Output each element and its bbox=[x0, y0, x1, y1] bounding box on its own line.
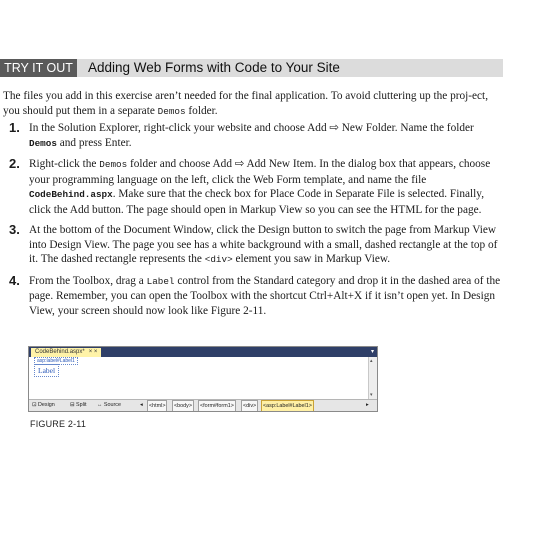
breadcrumb-form[interactable]: <form#form1> bbox=[198, 400, 236, 412]
step-text: Right-click the bbox=[29, 158, 100, 170]
design-button[interactable]: ⊡ Design bbox=[32, 402, 55, 408]
scroll-down-icon[interactable]: ▾ bbox=[370, 392, 373, 398]
figure-caption: FIGURE 2-11 bbox=[30, 419, 87, 429]
step-text: control from the Standard category and drop it in the dashed area of the page. Remember, you can open the Toolbox with the shortcut Ctrl+Alt+X if it isn’t open yet. In Design View, your screen should now look like Figure 2-11. bbox=[29, 274, 501, 317]
breadcrumb-label[interactable]: <asp:Label#Label1> bbox=[261, 400, 314, 412]
step-code-bold: CodeBehind.aspx bbox=[29, 189, 113, 200]
breadcrumb-html[interactable]: <html> bbox=[147, 400, 167, 412]
intro-paragraph bbox=[3, 89, 503, 119]
intro-text: The files you add in this exercise aren’t needed for the final application. To avoid cluttering up the proj-ect, you should put them in a separate bbox=[3, 90, 489, 117]
steps-list bbox=[0, 121, 503, 324]
figure-screenshot bbox=[28, 346, 378, 412]
step-code: <div> bbox=[204, 254, 233, 265]
label-control[interactable]: Label bbox=[34, 364, 59, 377]
chevron-down-icon[interactable]: ▾ bbox=[370, 349, 374, 355]
step-number: 3. bbox=[9, 222, 20, 237]
tab-label: CodeBehind.aspx* bbox=[35, 349, 85, 355]
step-text: At the bottom of the Document Window, click the Design button to switch the page from Markup View into Design View. The page you see has a white background with a small, dashed rectangle at the top of it. The dashed rectangle represents the bbox=[29, 224, 498, 265]
step-number: 4. bbox=[9, 272, 20, 288]
vertical-scrollbar[interactable] bbox=[368, 357, 377, 399]
step-2 bbox=[0, 157, 503, 217]
tab-codebehind[interactable] bbox=[31, 348, 101, 357]
document-tab-bar bbox=[29, 347, 377, 357]
nav-right-icon[interactable]: ▸ bbox=[366, 402, 369, 408]
step-code: Demos bbox=[99, 159, 128, 170]
step-text: and press Enter. bbox=[56, 136, 132, 149]
step-number: 1. bbox=[9, 120, 20, 135]
step-text: In the Solution Explorer, right-click your website and choose Add ⇨ New Folder. Name the folder bbox=[29, 122, 474, 134]
breadcrumb-body[interactable]: <body> bbox=[172, 400, 194, 412]
step-text: From the Toolbox, drag a bbox=[29, 274, 147, 287]
split-button[interactable]: ⊟ Split bbox=[70, 402, 87, 408]
step-text: . Make sure that the check box for Place Code in Separate File is selected. Finally, click the Add button. The page should open in Markup View so you can see the HTML for the page. bbox=[29, 188, 485, 216]
step-text: element you saw in Markup View. bbox=[232, 253, 391, 265]
control-tag-label: asp:label#Label1 bbox=[34, 357, 78, 365]
step-code: Label bbox=[146, 275, 175, 287]
view-status-bar bbox=[29, 399, 377, 411]
source-button[interactable]: ↔ Source bbox=[97, 402, 121, 408]
intro-code: Demos bbox=[157, 105, 186, 117]
close-icon[interactable]: × × bbox=[88, 349, 98, 355]
intro-text-end: folder. bbox=[185, 104, 218, 117]
step-3 bbox=[0, 223, 503, 268]
step-code: Demos bbox=[29, 137, 57, 149]
step-4 bbox=[0, 274, 503, 319]
step-number: 2. bbox=[9, 156, 20, 171]
scroll-up-icon[interactable]: ▴ bbox=[370, 358, 373, 364]
try-it-out-tag: TRY IT OUT bbox=[0, 59, 77, 77]
nav-left-icon[interactable]: ◂ bbox=[140, 402, 143, 408]
section-title: Adding Web Forms with Code to Your Site bbox=[88, 60, 340, 75]
step-text: folder and choose Add ⇨ Add New Item. In the dialog box that appears, choose your programming language on the left, click the Web Form template, and name the file bbox=[29, 158, 491, 186]
breadcrumb-div[interactable]: <div> bbox=[241, 400, 258, 412]
section-header bbox=[0, 59, 503, 77]
step-1 bbox=[0, 121, 503, 151]
